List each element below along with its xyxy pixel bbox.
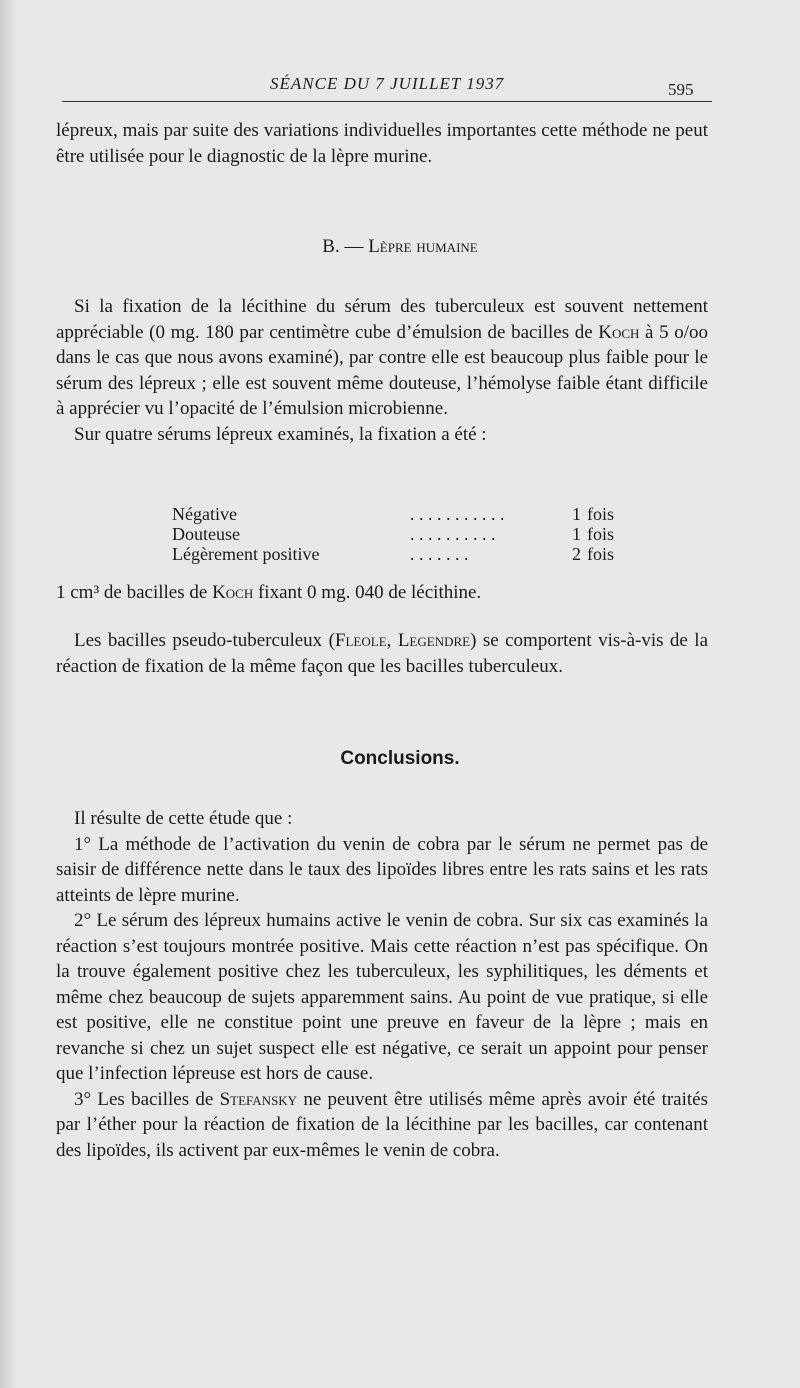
result-row — [172, 504, 627, 524]
result-leader-dots: . . . . . . . — [410, 544, 469, 564]
koch-fixation-line — [56, 580, 708, 606]
koch-line-start: 1 cm³ de bacilles de — [56, 582, 213, 603]
sera-paragraph: Sur quatre sérums lépreux examinés, la fixation a été : — [74, 423, 487, 445]
point3-text-start: 3° Les bacilles de — [74, 1088, 220, 1110]
result-leader-dots: . . . . . . . . . . — [410, 524, 496, 544]
conclusions-intro: Il résulte de cette étude que : — [74, 808, 293, 829]
conclusions-body — [56, 806, 708, 1163]
conclusions-heading: Conclusions. — [340, 748, 460, 769]
result-count: 2 — [572, 544, 581, 564]
result-unit: fois — [587, 544, 614, 564]
result-count: 1 — [572, 524, 581, 544]
section-heading-title: Lèpre humaine — [368, 236, 478, 257]
result-unit: fois — [587, 524, 614, 544]
running-header: SÉANCE DU 7 JUILLET 1937 — [270, 74, 505, 93]
conclusion-point-2: 2° Le sérum des lépreux humains active le venin de cobra. Sur six cas examinés la réaction s’est toujours montrée positive. Mais cette réaction n’est pas spécifique. On la trouve également positive chez les tuberculeux, les syphilitiques, les déments et même chez beaucoup de sujets apparemment sains. Au point de vue pratique, si elle est positive, elle ne constitue point une preuve en faveur de la lèpre ; mais en revanche si chez un sujet suspect elle est négative, ce serait un appoint pour penser que l’infection lépreuse est hors de cause. — [56, 910, 708, 1084]
result-unit: fois — [587, 504, 614, 524]
koch-line-end: fixant 0 mg. 040 de lécithine. — [253, 582, 482, 603]
pseudo-block — [56, 628, 708, 679]
fixation-text-end: à 5 o/oo dans le cas que nous avons examiné), par contre elle est beaucoup plus faible pour le sérum des lépreux ; elle est souvent même douteuse, l’hémolyse faible étant difficile à apprécier vu l’opacité de l’émulsion microbienne. — [56, 321, 708, 419]
result-leader-dots: . . . . . . . . . . . — [410, 504, 505, 524]
legendre-name: Legendre — [397, 630, 471, 651]
stefansky-name: Stefansky — [219, 1088, 298, 1110]
koch-name: Koch — [212, 582, 254, 603]
result-label: Légèrement positive — [172, 544, 320, 564]
page-number: 595 — [668, 80, 694, 99]
pseudo-text-end: ) se comportent vis-à-vis de la réaction de fixation de la même façon que les bacilles tuberculeux. — [56, 630, 709, 677]
result-row — [172, 544, 627, 564]
fixation-text-start: Si la fixation de la lécithine du sérum des tuberculeux est souvent nettement appréciable (0 mg. 180 par centimètre cube d’émulsion de bacilles de — [56, 296, 708, 343]
header-rule — [62, 101, 712, 102]
section-heading — [0, 236, 800, 258]
result-label: Négative — [172, 504, 237, 524]
conclusion-point-1: 1° La méthode de l’activation du venin de cobra par le sérum ne permet pas de saisir de différence nette dans le taux des lipoïdes libres entre les rats sains et les rats atteints de lèpre murine. — [56, 833, 708, 906]
pseudo-text-start: Les bacilles pseudo-tuberculeux ( — [74, 630, 335, 651]
results-table — [172, 504, 627, 564]
section-heading-prefix: B. — — [322, 236, 369, 257]
koch-fixation-text — [56, 580, 708, 606]
fleole-name: Fleole — [334, 630, 387, 651]
koch-name: Koch — [598, 321, 640, 343]
result-row — [172, 524, 627, 544]
result-count: 1 — [572, 504, 581, 524]
pseudo-separator: , — [386, 630, 398, 651]
pseudo-paragraph — [56, 628, 708, 679]
intro-paragraph: lépreux, mais par suite des variations individuelles importantes cette méthode ne peut être utilisée pour le diagnostic de la lèpre murine. — [56, 120, 708, 167]
intro-block — [56, 118, 708, 169]
conclusion-point-3 — [56, 1087, 708, 1164]
section-b-body — [56, 294, 708, 447]
point3-text-end: ne peuvent être utilisés même après avoir été traités par l’éther pour la réaction de fixation de la lécithine par les bacilles, car contenant des lipoïdes, ils activent par eux-mêmes le venin de cobra. — [56, 1088, 708, 1161]
result-label: Douteuse — [172, 524, 240, 544]
fixation-paragraph — [56, 294, 708, 422]
